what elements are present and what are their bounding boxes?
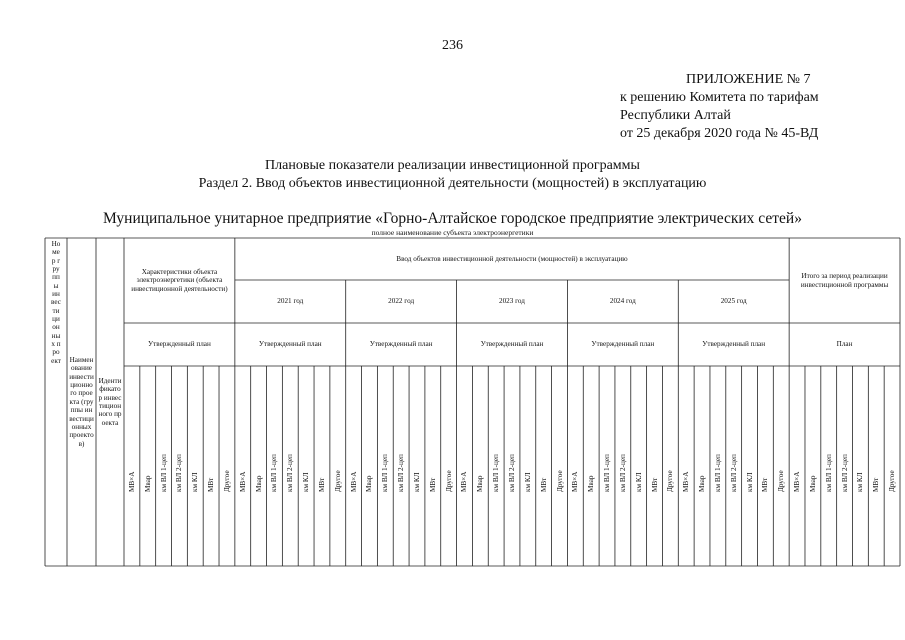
unit-label: МВ×А	[682, 471, 691, 492]
unit-label: МВ×А	[127, 471, 136, 492]
unit-label: МВ×А	[793, 471, 802, 492]
unit-label: км ВЛ 1-цеп	[824, 454, 833, 492]
unit-label: МВт	[207, 477, 216, 492]
unit-label: км ВЛ 2-цеп	[618, 454, 627, 492]
unit-label: Мвар	[476, 475, 485, 492]
unit-label: Мвар	[143, 475, 152, 492]
organization-name: Муниципальное унитарное предприятие «Горно-Алтайское городское предприятие электрических сетей»	[103, 210, 802, 227]
unit-label: Другое	[666, 470, 675, 492]
unit-label: Мвар	[698, 475, 707, 492]
characteristics-header: Характеристики объекта электроэнергетики (объекта инвестиционной деятельности)	[131, 267, 228, 293]
plan-header: План	[836, 340, 853, 349]
unit-label: км ВЛ 1-цеп	[603, 454, 612, 492]
unit-label: Другое	[333, 470, 342, 492]
year-header: 2024 год	[609, 297, 636, 306]
year-header: 2022 год	[388, 297, 415, 306]
unit-label: км ВЛ 2-цеп	[397, 454, 406, 492]
unit-label: МВ×А	[238, 471, 247, 492]
unit-label: км КЛ	[856, 472, 865, 492]
unit-label: МВт	[872, 477, 881, 492]
unit-label: км ВЛ 2-цеп	[729, 454, 738, 492]
project-id-header: Идентификатор инвестиционного проекта	[98, 376, 122, 427]
unit-label: км ВЛ 1-цеп	[492, 454, 501, 492]
appendix-date: от 25 декабря 2020 года № 45-ВД	[620, 126, 819, 141]
appendix-decision: к решению Комитета по тарифам	[620, 90, 819, 105]
unit-label: Мвар	[365, 475, 374, 492]
unit-label: км ВЛ 2-цеп	[840, 454, 849, 492]
unit-label: МВт	[650, 477, 659, 492]
year-header: 2023 год	[498, 297, 525, 306]
unit-label: км ВЛ 1-цеп	[381, 454, 390, 492]
unit-label: км ВЛ 1-цеп	[713, 454, 722, 492]
appendix-title: ПРИЛОЖЕНИЕ № 7	[686, 72, 811, 87]
unit-label: Мвар	[587, 475, 596, 492]
year-header: 2025 год	[720, 297, 747, 306]
unit-label: км КЛ	[523, 472, 532, 492]
group-number-header: Номер группы инвестиционных проект	[51, 240, 61, 365]
unit-label: МВт	[761, 477, 770, 492]
unit-label: Другое	[888, 470, 897, 492]
unit-label: км ВЛ 2-цеп	[175, 454, 184, 492]
approved-plan-header: Утвержденный план	[591, 340, 655, 349]
approved-plan-header: Утвержденный план	[148, 340, 211, 349]
unit-label: км КЛ	[634, 472, 643, 492]
year-header: 2021 год	[277, 297, 304, 306]
page-number: 236	[442, 38, 463, 53]
project-name-header: Наименование инвестиционного проекта (группы инвестиционных проектов)	[69, 355, 94, 448]
unit-label: МВт	[428, 477, 437, 492]
document-title: Плановые показатели реализации инвестиционной программы	[265, 158, 640, 173]
unit-label: Мвар	[808, 475, 817, 492]
unit-label: МВ×А	[571, 471, 580, 492]
approved-plan-header: Утвержденный план	[702, 340, 766, 349]
unit-label: км КЛ	[302, 472, 311, 492]
unit-label: МВ×А	[349, 471, 358, 492]
unit-label: км КЛ	[412, 472, 421, 492]
unit-label: Другое	[555, 470, 564, 492]
unit-label: МВт	[539, 477, 548, 492]
unit-label: км КЛ	[191, 472, 200, 492]
organization-caption: полное наименование субъекта электроэнергетики	[371, 228, 534, 237]
unit-label: МВ×А	[460, 471, 469, 492]
period-total-header: Итого за период реализации инвестиционной программы	[800, 272, 889, 289]
unit-label: МВт	[317, 477, 326, 492]
unit-label: км ВЛ 2-цеп	[508, 454, 516, 492]
unit-label: Другое	[222, 470, 231, 492]
commissioning-header: Ввод объектов инвестиционной деятельности (мощностей) в эксплуатацию	[396, 254, 628, 263]
approved-plan-header: Утвержденный план	[480, 340, 544, 349]
unit-label: Другое	[444, 470, 453, 492]
appendix-region: Республики Алтай	[620, 108, 731, 123]
unit-label: км КЛ	[745, 472, 754, 492]
unit-label: Другое	[777, 470, 786, 492]
unit-label: км ВЛ 1-цеп	[159, 454, 168, 492]
unit-label: км ВЛ 2-цеп	[286, 454, 295, 492]
section-title: Раздел 2. Ввод объектов инвестиционной деятельности (мощностей) в эксплуатацию	[198, 176, 707, 191]
approved-plan-header: Утвержденный план	[369, 340, 433, 349]
approved-plan-header: Утвержденный план	[258, 340, 322, 349]
unit-label: Мвар	[254, 475, 263, 492]
unit-label: км ВЛ 1-цеп	[270, 454, 279, 492]
